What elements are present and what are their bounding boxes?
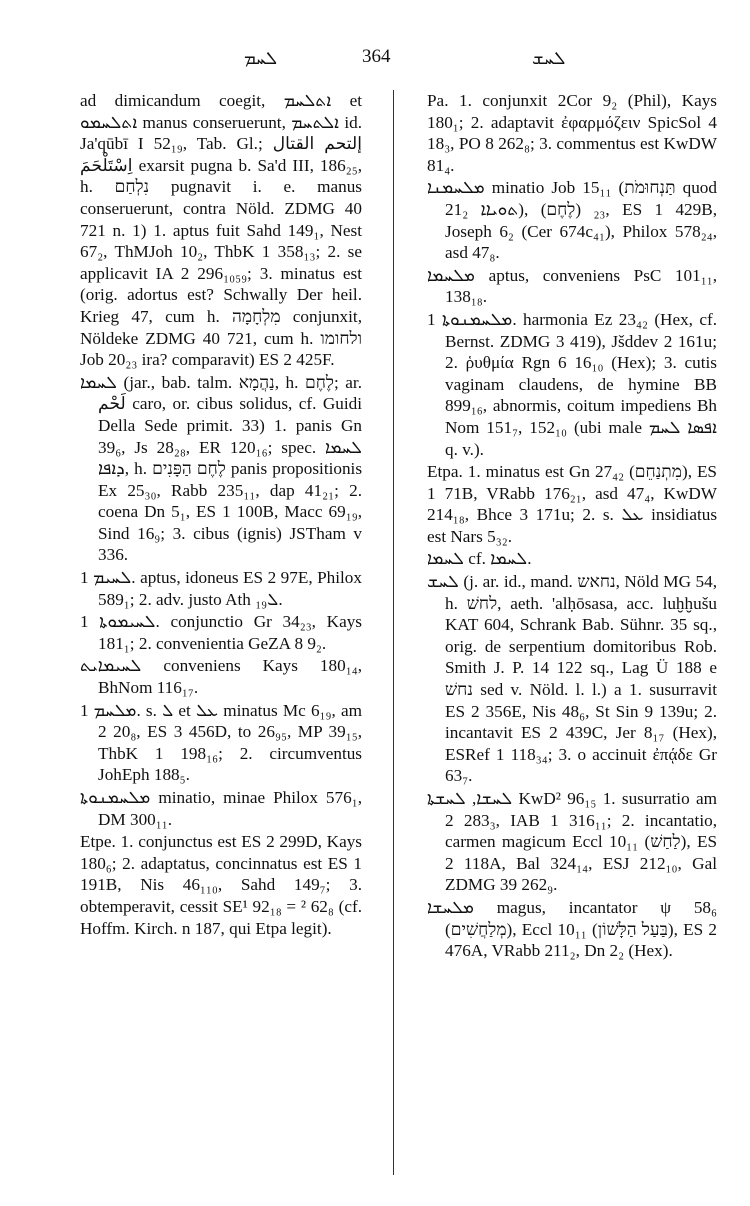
entry-text: ܠܚܫܐ, ܠܚܫܬܐ KwD² 96₁₅ 1. susurratio am 2 283₃, IAB 1 316₁₁; 2. incantatio, carmen magicum Eccl 10₁₁ (לַחַשׁ), ES 2 118A, Bal 324₁₄, ESJ 212₁₀, Gal ZDMG 39 262₉. [427,789,717,895]
entry-text: ܡܠܚܡܢܐ minatio Job 15₁₁ (תַּנְחוּמֹת quod 21₂ ܬܘܝܐܐ), ₂₃ (לֶחֶם), ES 1 429B, Joseph 6₂ (Cer 674c₄₁), Philox 578₂₄, asd 47₈. [427,178,717,263]
column-divider [393,90,394,1175]
entry-text: ܠܚܝܡܐܝܬ conveniens Kays 180₁₄, BhNom 116₁₇. [80,656,362,698]
entry-text: ܡܠܚܡܢܘܬܐ 1. harmonia Ez 23₄₂ (Hex, cf. Bernst. ZDMG 3 419), Jšddev 2 161u; 2. ῥυθμία Rgn 6 16₁₀ (Hex); 3. cutis vaginam claudens, de hymine BB 899₁₆, abnormis, coitum impediens Bh Nom 151₇, 152₁₀ (ubi male ܐܦܣܐ ܠܚܡ q. v.). [427,309,717,459]
entry-text: ܡܠܚܡܢܘܬܐ minatio, minae Philox 576₁, DM 300₁₁. [80,788,362,829]
entry-text: ܠܚܫ (j. ar. id., mand. נחאש, Nöld MG 54, h. לחשׁ, aeth. 'alḥōsasa, acc. luḫḫušu KAT 604, Schrank Bab. Sühnr. 35 sq., orig. de serpentium domitoribus Rob. Smith J. P. 14 122 sq., Lag Ü 188 e נחשׁ sed v. Nöld. l. l.) a 1. susurravit ES 2 356E, Nis 48₆, St Sin 9 139u; 2. incantavit ES 2 439C, Jer 8₁₇ (Hex), ESRef 1 118₃₄; 3. o accinuit ἐπᾴδε Gr 63₇. [427,572,717,786]
entry-text: ܡܠܚܡ 1. s. ܠ et ܥܠ minatus Mc 6₁₉, am 2 20₈, ES 3 456D, to 26₉₅, MP 39₁₅, ThbK 1 198₁₆; 2. circumventus JohEph 188₅. [80,700,362,785]
entry-text: ܠܚܡܐ cf. ܠܚܡܐ. [427,549,532,569]
entry-text: Etpa. 1. minatus est Gn 27₄₂ (מִתְנַחֵם), ES 1 71B, VRabb 176₂₁, asd 47₄, KwDW 214₁₈, Bhce 3 171u; 2. s. ܥܠ insidiatus est Nars 5₃₂. [427,462,718,546]
entry-text: ܠܚܝܡ 1. aptus, idoneus ES 2 97E, Philox 589₁; 2. adv. justo Ath ܠ₁₉. [80,568,362,609]
header-guide-word-right: ܠܚܫ [532,48,566,69]
header-guide-word-left: ܠܚܡ [244,48,278,69]
entry-text: Pa. 1. conjunxit 2Cor 9₂ (Phil), Kays 180₁; 2. adaptavit ἐφαρμόζειν SpicSol 4 18₃, PO 8 262₈; 3. commentus est KwDW 81₄. [427,91,717,175]
entry-text: Etpe. 1. conjunctus est ES 2 299D, Kays 180₆; 2. adaptatus, concinnatus est ES 1 191B, Nis 46₁₁₀, Sahd 149₇; 3. obtemperavit, cessit SE¹ 92₁₈ = ² 62₈ (cf. Hoffm. Kirch. n 187, qui Etpa legit). [80,832,362,938]
entry-text: ܠܚܡܐ (jar., bab. talm. נַהֲמָא, h. לֶחֶם; ar. لَحْم caro, or. cibus solidus, cf. Guidi Della Sede primit. 33) 1. panis Gn 39₆, Js 28₂₈, ER 120₁₆; spec. ܠܚܡܐ ܕܐܦܐ, h. לֶחֶם הַפָּנִים panis propositionis Ex 25₃₀, Rabb 235₁₁, dap 41₂₁; 2. coena Dn 5₁, ES 1 100B, Macc 69₁₉, Sind 16₉; 3. cibus (ignis) JSTham v 336. [80,372,363,565]
entry-text: ܠܚܝܡܘܬܐ 1. conjunctio Gr 34₂₃, Kays 181₁; 2. convenientia GeZA 8 9₂. [80,612,362,653]
entry-text: ܡܠܚܡܐ aptus, conveniens PsC 101₁₁, 138₁₈. [427,265,717,307]
page-number: 364 [362,46,391,67]
entry-text: ܡܠܚܫܐ magus, incantator ψ 58₆ (מְלַחֲשִׁים), Eccl 10₁₁ (בַּעַל הַלָּשׁוֹן), ES 2 476A, VRabb 211₂, Dn 2₂ (Hex). [427,897,717,961]
entry-text: ad dimicandum coegit, ܐܬܠܚܡ et ܐܬܠܚܡܘ manus conseruerunt, ܐܠܬܚܡ id. Ja'qūbī I 52₁₉, Tab. Gl.; إلتحم القتال اِسْتَلْحَمَ exarsit pugna b. Sa'd III, 186₂₅, h. נִלְחַם pugnavit i. e. manus conseruerunt, contra Nöld. ZDMG 40 721 n. 1) 1. aptus fuit Sahd 149₁, Nest 67₂, ThMJoh 10₂, ThbK 1 358₁₃; 2. se applicavit IA 2 296₁₀₅₉; 3. minatus est (orig. adortus est? Schwally Der heil. Krieg 47, cum h. מִלְחָמָה conjunxit, Nöldeke ZDMG 40 721, cum h. ולחומו Job 20₂₃ ira? comparavit) ES 2 425F. [80,91,363,370]
right-column [427,90,717,963]
left-column [80,90,362,940]
running-header [0,44,750,72]
